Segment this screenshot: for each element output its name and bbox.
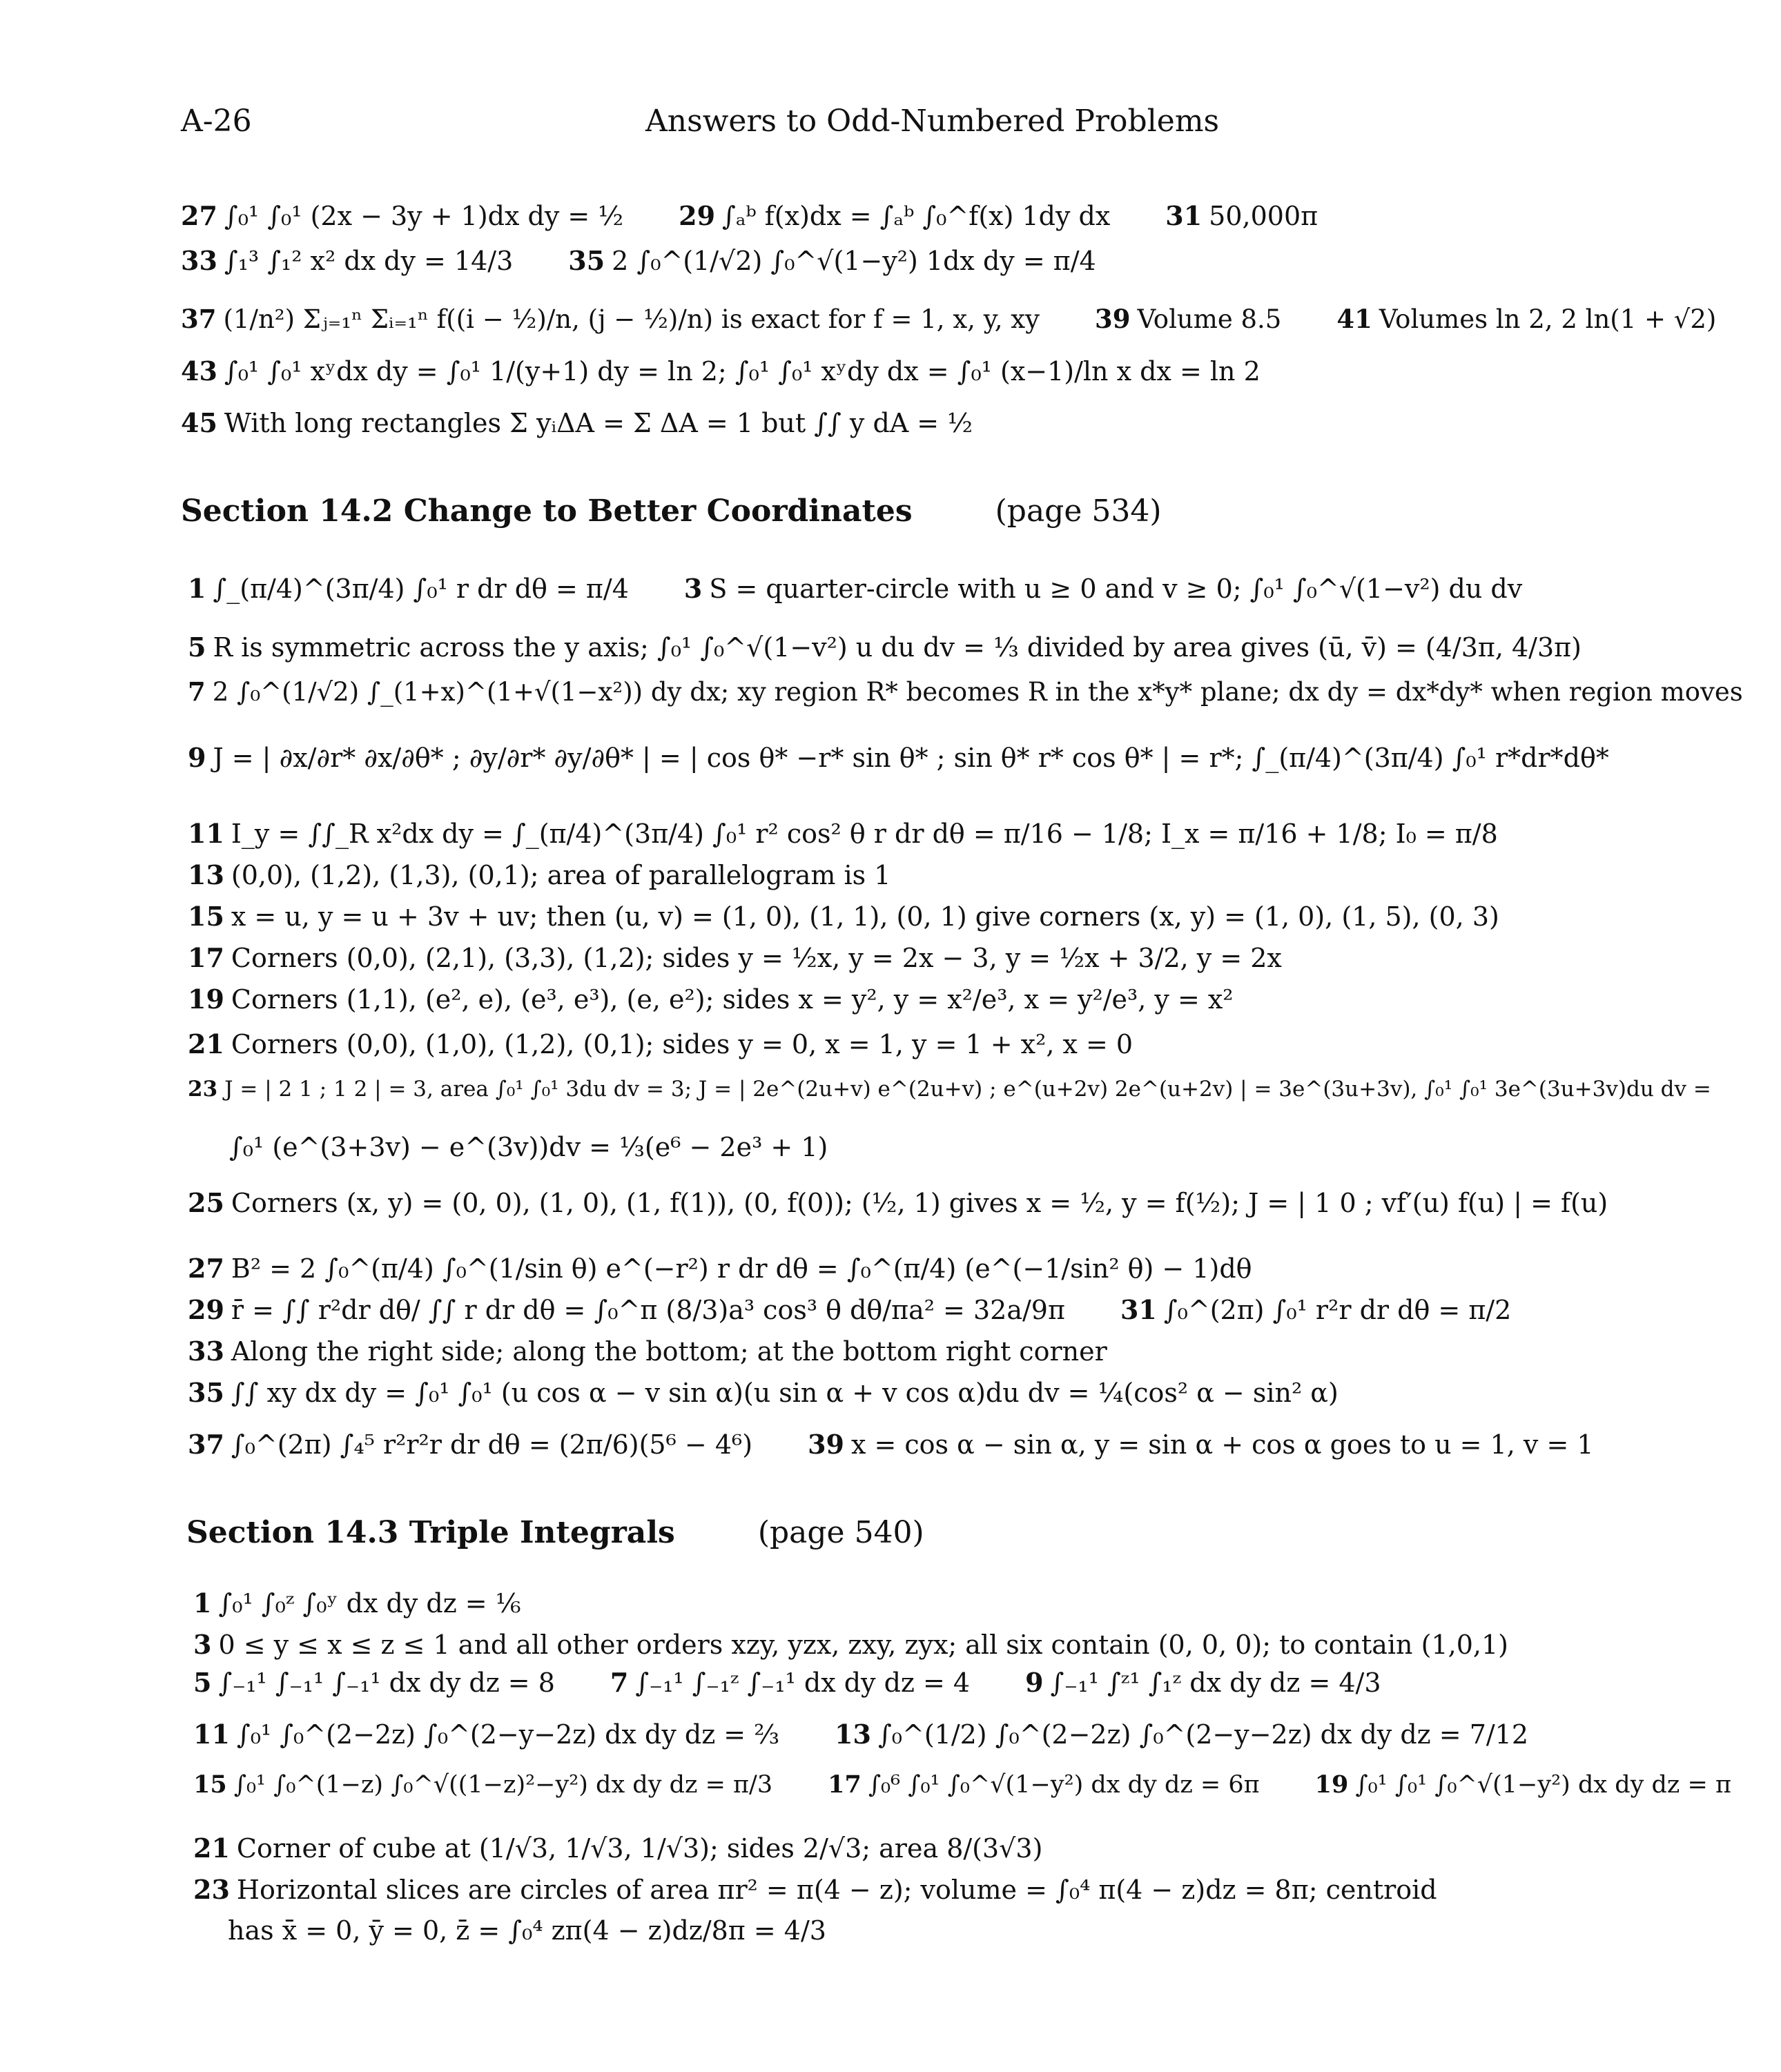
answer-text: Volumes ln 2, 2 ln(1 + √2)	[1379, 304, 1717, 334]
problem-number: 31	[1165, 200, 1203, 231]
answer-line	[181, 245, 1096, 276]
problem-number: 23	[193, 1874, 230, 1905]
problem-number: 7	[188, 676, 206, 707]
answer-text: ∫₀¹ ∫₀ᶻ ∫₀ʸ dx dy dz = ⅙	[218, 1588, 521, 1619]
answer-line	[193, 1874, 1437, 1905]
answer-text: r̄ = ∫∫ r²dr dθ/ ∫∫ r dr dθ = ∫₀^π (8/3)a³ cos³ θ dθ/πa² = 32a/9π	[231, 1295, 1065, 1325]
answer-text: Horizontal slices are circles of area πr² = π(4 − z); volume = ∫₀⁴ π(4 − z)dz = 8π; centroid	[236, 1875, 1437, 1905]
problem-number: 19	[1314, 1770, 1349, 1799]
answer-text: Corners (0,0), (2,1), (3,3), (1,2); sides y = ½x, y = 2x − 3, y = ½x + 3/2, y = 2x	[231, 943, 1282, 973]
answer-text: ∫₀^(2π) ∫₄⁵ r²r²r dr dθ = (2π/6)(5⁶ − 4⁶)	[231, 1429, 753, 1460]
answer-line	[193, 1629, 1508, 1660]
answer-line	[193, 1770, 1731, 1799]
problem-number: 45	[181, 407, 217, 438]
answer-line	[193, 1667, 1381, 1698]
problem-number: 19	[188, 984, 224, 1015]
answer-text: (0,0), (1,2), (1,3), (0,1); area of parallelogram is 1	[231, 860, 891, 890]
answer-line	[188, 742, 1609, 773]
answer-text: ∫₀^(2π) ∫₀¹ r²r dr dθ = π/2	[1163, 1295, 1512, 1325]
answer-text: S = quarter-circle with u ≥ 0 and v ≥ 0; ∫₀¹ ∫₀^√(1−v²) du dv	[709, 574, 1523, 604]
answer-line	[181, 355, 1261, 387]
answer-text: Along the right side; along the bottom; at the bottom right corner	[231, 1336, 1107, 1367]
problem-number: 39	[1094, 304, 1131, 334]
answer-line	[188, 818, 1498, 849]
problem-number: 35	[188, 1377, 224, 1408]
section-title: Section 14.3 Triple Integrals	[186, 1515, 675, 1550]
problem-number: 31	[1120, 1294, 1157, 1325]
answer-line	[188, 1429, 1594, 1460]
answer-line	[181, 304, 1716, 334]
answer-line	[188, 676, 1743, 707]
problem-number: 29	[188, 1294, 224, 1325]
answer-line	[188, 1077, 1711, 1102]
section-heading-14-3	[186, 1515, 924, 1550]
problem-number: 27	[181, 200, 217, 231]
answer-text: ∫₀¹ (e^(3+3v) − e^(3v))dv = ⅓(e⁶ − 2e³ + 1)	[229, 1132, 828, 1162]
answer-text: ∫₋₁¹ ∫₋₁¹ ∫₋₁¹ dx dy dz = 8	[218, 1668, 555, 1698]
answer-text: ∫₀^(1/2) ∫₀^(2−2z) ∫₀^(2−y−2z) dx dy dz = 7/12	[877, 1719, 1529, 1750]
answer-text: x = u, y = u + 3v + uv; then (u, v) = (1, 0), (1, 1), (0, 1) give corners (x, y) = (1, 0), (1, 5), (0, 3)	[231, 901, 1499, 932]
answer-line	[188, 984, 1234, 1015]
problem-number: 33	[188, 1336, 224, 1367]
answer-line	[229, 1132, 828, 1162]
answer-text: ∫_(π/4)^(3π/4) ∫₀¹ r dr dθ = π/4	[213, 574, 629, 604]
answer-text: has x̄ = 0, ȳ = 0, z̄ = ∫₀⁴ zπ(4 − z)dz/8π = 4/3	[228, 1915, 826, 1946]
problem-number: 11	[193, 1719, 230, 1750]
problem-number: 25	[188, 1187, 224, 1218]
problem-number: 15	[193, 1770, 227, 1799]
answer-text: Corners (0,0), (1,0), (1,2), (0,1); sides y = 0, x = 1, y = 1 + x², x = 0	[231, 1029, 1133, 1059]
answer-text: ∫₀¹ ∫₀¹ xʸdx dy = ∫₀¹ 1/(y+1) dy = ln 2; ∫₀¹ ∫₀¹ xʸdy dx = ∫₀¹ (x−1)/ln x dx = ln 2	[224, 356, 1261, 387]
problem-number: 1	[193, 1587, 212, 1619]
page-number: A-26	[181, 104, 252, 139]
answer-text: ∫₋₁¹ ∫ᶻ¹ ∫₁ᶻ dx dy dz = 4/3	[1050, 1668, 1381, 1698]
answer-line	[188, 1187, 1608, 1218]
problem-number: 3	[683, 573, 703, 604]
answer-text: x = cos α − sin α, y = sin α + cos α goes to u = 1, v = 1	[850, 1429, 1594, 1460]
problem-number: 21	[188, 1028, 224, 1059]
section-heading-14-2	[181, 493, 1162, 529]
problem-number: 1	[188, 573, 206, 604]
answer-text: ∫₀¹ ∫₀^(1−z) ∫₀^√((1−z)²−y²) dx dy dz = π/3	[233, 1771, 773, 1799]
problem-number: 37	[188, 1429, 224, 1460]
answer-text: 50,000π	[1209, 201, 1318, 231]
answer-line	[188, 942, 1282, 973]
answer-text: Corner of cube at (1/√3, 1/√3, 1/√3); sides 2/√3; area 8/(3√3)	[236, 1833, 1043, 1864]
answer-line	[193, 1719, 1528, 1750]
problem-number: 9	[188, 742, 206, 773]
answer-text: ∫₁³ ∫₁² x² dx dy = 14/3	[224, 246, 514, 276]
answer-text: Volume 8.5	[1137, 304, 1282, 334]
answer-text: ∫ₐᵇ f(x)dx = ∫ₐᵇ ∫₀^f(x) 1dy dx	[722, 201, 1111, 231]
answer-line	[181, 407, 973, 438]
answer-text: B² = 2 ∫₀^(π/4) ∫₀^(1/sin θ) e^(−r²) r dr dθ = ∫₀^(π/4) (e^(−1/sin² θ) − 1)dθ	[231, 1253, 1252, 1284]
problem-number: 17	[188, 942, 224, 973]
section-page-ref: (page 540)	[757, 1515, 924, 1550]
answer-line	[188, 1377, 1339, 1408]
answer-text: I_y = ∫∫_R x²dx dy = ∫_(π/4)^(3π/4) ∫₀¹ r² cos² θ r dr dθ = π/16 − 1/8; I_x = π/16 + 1/8; I₀ = π/8	[231, 819, 1498, 849]
answer-line	[188, 632, 1582, 663]
problem-number: 35	[568, 245, 605, 276]
answer-line	[188, 1028, 1133, 1059]
problem-number: 43	[181, 355, 217, 387]
problem-number: 5	[193, 1667, 212, 1698]
problem-number: 41	[1336, 304, 1372, 334]
answer-line	[188, 573, 1522, 604]
problem-number: 11	[188, 818, 224, 849]
answer-line	[181, 200, 1318, 231]
answer-line	[193, 1587, 521, 1619]
problem-number: 13	[188, 859, 224, 890]
problem-number: 15	[188, 901, 224, 932]
problem-number: 27	[188, 1253, 224, 1284]
answer-text: J = | ∂x/∂r* ∂x/∂θ* ; ∂y/∂r* ∂y/∂θ* | = | cos θ* −r* sin θ* ; sin θ* r* cos θ* | = r*; ∫_(π/4)^(3π/4) ∫₀¹ r*dr*dθ*	[213, 743, 1609, 773]
problem-number: 7	[610, 1667, 629, 1698]
answer-line	[188, 1336, 1107, 1367]
section-title: Section 14.2 Change to Better Coordinates	[181, 493, 913, 529]
answer-text: ∫₀¹ ∫₀¹ (2x − 3y + 1)dx dy = ½	[224, 201, 624, 231]
answer-text: Corners (x, y) = (0, 0), (1, 0), (1, f(1)), (0, f(0)); (½, 1) gives x = ½, y = f(½); J = | 1 0 ; vf′(u) f(u) | = f(u)	[231, 1188, 1608, 1218]
answer-text: J = | 2 1 ; 1 2 | = 3, area ∫₀¹ ∫₀¹ 3du dv = 3; J = | 2e^(2u+v) e^(2u+v) ; e^(u+2v) 2e^(u+2v) | = 3e^(3u+3v), ∫₀¹ ∫₀¹ 3e^(3u+3v)du dv =	[224, 1077, 1711, 1102]
problem-number: 5	[188, 632, 206, 663]
answer-line	[193, 1832, 1042, 1864]
section-page-ref: (page 534)	[995, 493, 1162, 529]
answer-text: (1/n²) Σⱼ₌₁ⁿ Σᵢ₌₁ⁿ f((i − ½)/n, (j − ½)/n) is exact for f = 1, x, y, xy	[223, 304, 1040, 334]
answer-text: ∫₀¹ ∫₀^(2−2z) ∫₀^(2−y−2z) dx dy dz = ⅔	[236, 1719, 780, 1750]
answer-text: R is symmetric across the y axis; ∫₀¹ ∫₀^√(1−v²) u du dv = ⅓ divided by area gives (ū, v̄) = (4/3π, 4/3π)	[213, 632, 1582, 663]
answer-text: ∫₀⁶ ∫₀¹ ∫₀^√(1−y²) dx dy dz = 6π	[868, 1771, 1260, 1799]
answer-text: 2 ∫₀^(1/√2) ∫₀^√(1−y²) 1dx dy = π/4	[612, 246, 1096, 276]
answer-text: ∫₀¹ ∫₀¹ ∫₀^√(1−y²) dx dy dz = π	[1355, 1771, 1731, 1799]
running-title: Answers to Odd-Numbered Problems	[645, 104, 1220, 139]
answer-line	[188, 1253, 1252, 1284]
problem-number: 33	[181, 245, 217, 276]
answer-text: Corners (1,1), (e², e), (e³, e³), (e, e²); sides x = y², y = x²/e³, x = y²/e³, y = x²	[231, 984, 1234, 1015]
answer-text: With long rectangles Σ yᵢΔA = Σ ΔA = 1 but ∫∫ y dA = ½	[224, 408, 973, 438]
answer-line	[188, 901, 1499, 932]
answer-text: 0 ≤ y ≤ x ≤ z ≤ 1 and all other orders xzy, yzx, zxy, zyx; all six contain (0, 0, 0); to contain (1,0,1)	[218, 1630, 1508, 1660]
problem-number: 3	[193, 1629, 212, 1660]
answer-line	[228, 1915, 826, 1946]
answer-line	[188, 1294, 1511, 1325]
problem-number: 39	[808, 1429, 844, 1460]
problem-number: 9	[1025, 1667, 1044, 1698]
problem-number: 21	[193, 1832, 230, 1864]
problem-number: 37	[181, 304, 217, 334]
answer-text: ∫∫ xy dx dy = ∫₀¹ ∫₀¹ (u cos α − v sin α)(u sin α + v cos α)du dv = ¼(cos² α − sin² α)	[231, 1378, 1339, 1408]
problem-number: 29	[679, 200, 716, 231]
problem-number: 17	[828, 1770, 862, 1799]
problem-number: 23	[188, 1077, 218, 1102]
answer-text: ∫₋₁¹ ∫₋₁ᶻ ∫₋₁¹ dx dy dz = 4	[635, 1668, 971, 1698]
problem-number: 13	[835, 1719, 871, 1750]
answer-line	[188, 859, 891, 890]
answer-text: 2 ∫₀^(1/√2) ∫_(1+x)^(1+√(1−x²)) dy dx; xy region R* becomes R in the x*y* plane; dx dy = dx*dy* when region moves	[212, 677, 1743, 707]
